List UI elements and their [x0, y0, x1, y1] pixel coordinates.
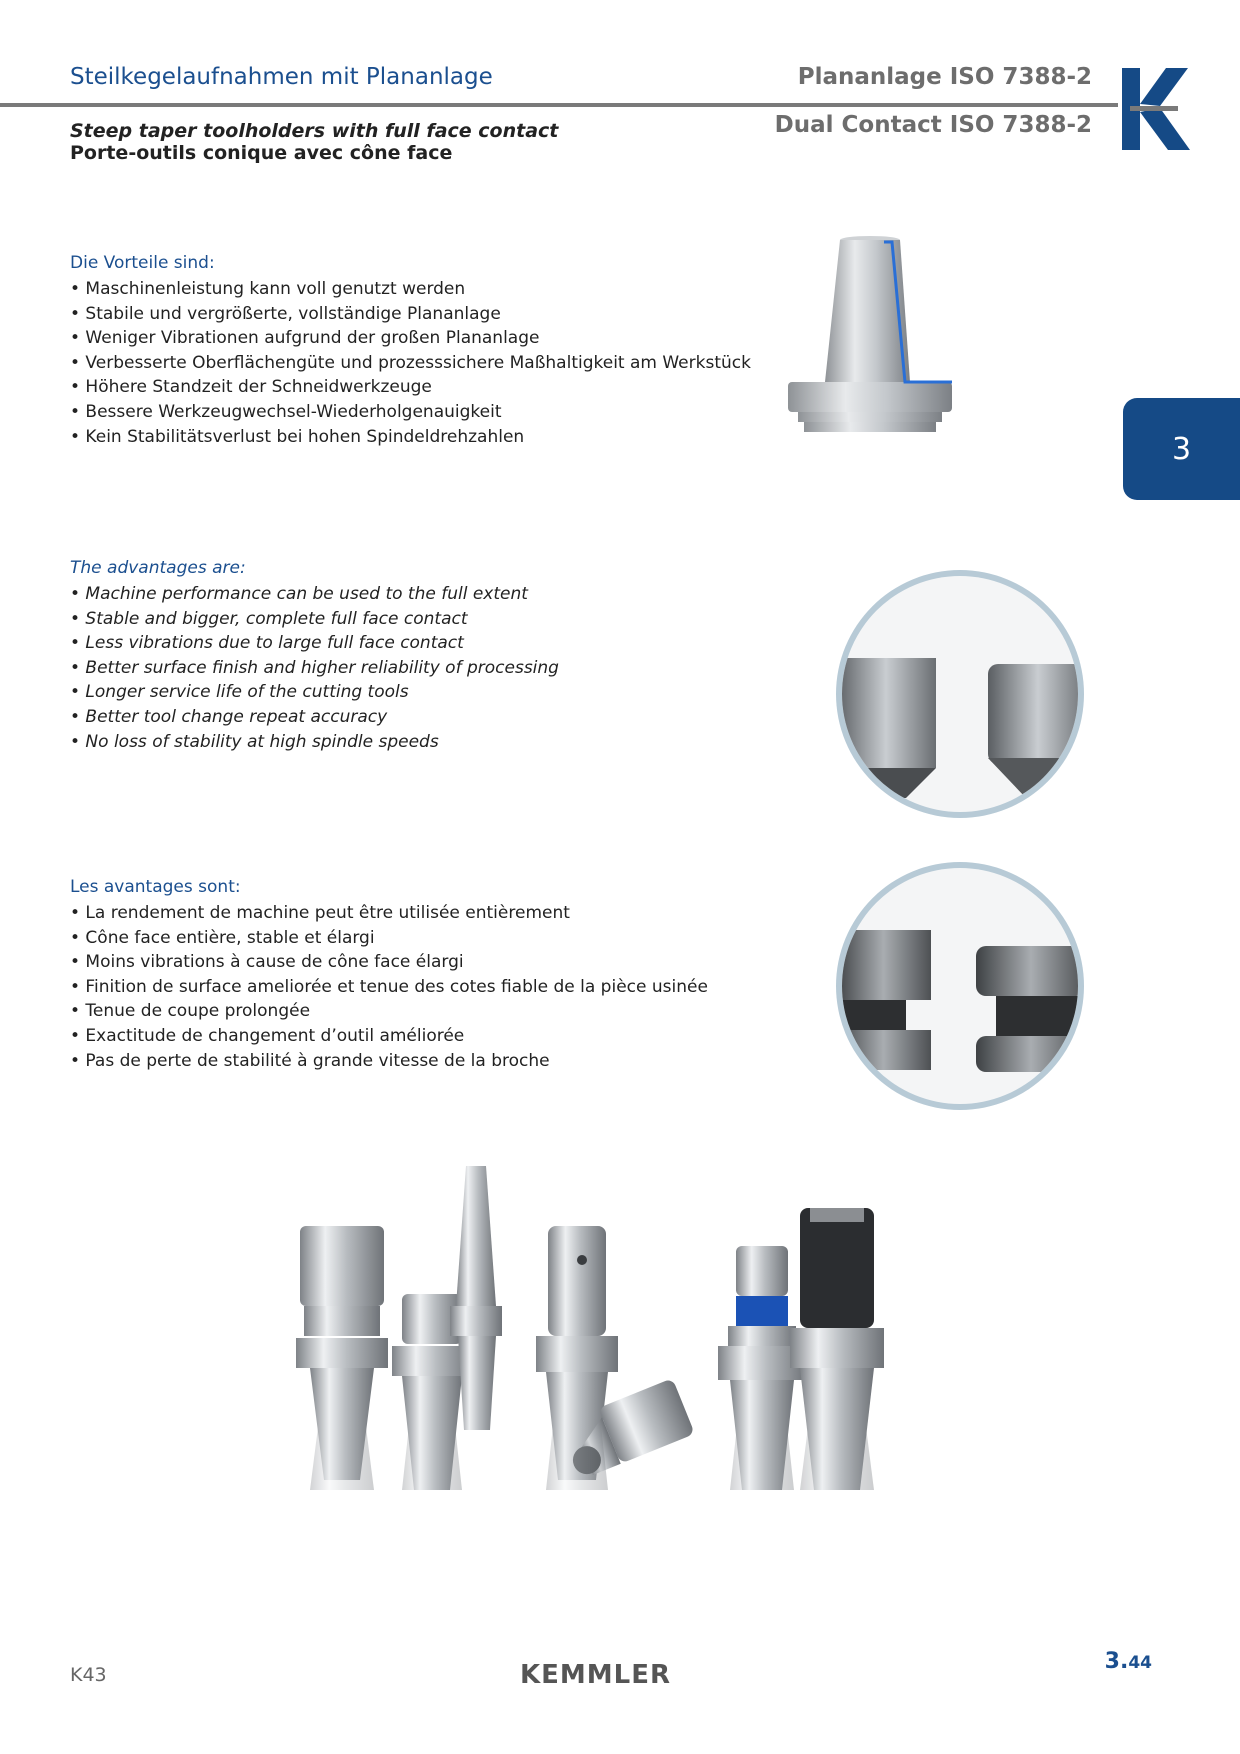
- page-title: Steilkegelaufnahmen mit Plananlage: [70, 64, 493, 90]
- chapter-tab[interactable]: 3: [1123, 398, 1240, 500]
- list-item: • Bessere Werkzeugwechsel-Wiederholgenauigkeit: [70, 401, 502, 422]
- standard-contact-detail-image: [826, 860, 1094, 1112]
- list-item: • Maschinenleistung kann voll genutzt werden: [70, 279, 466, 299]
- full-face-contact-detail-image: [826, 568, 1094, 820]
- advantages-french: [70, 876, 770, 1073]
- kemmler-k-logo-icon: [1120, 68, 1190, 150]
- advantages-english-heading: The advantages are:: [70, 558, 246, 578]
- list-item: • Stable and bigger, complete full face contact: [70, 608, 468, 629]
- advantages-french-heading: Les avantages sont:: [70, 877, 241, 897]
- list-item: • No loss of stability at high spindle speeds: [70, 731, 439, 752]
- subtitle-french: Porte-outils conique avec cône face: [70, 142, 453, 164]
- page-number-major: 3.: [1104, 1649, 1129, 1674]
- list-item: • Verbesserte Oberflächengüte und prozesssichere Maßhaltigkeit am Werkstück: [70, 352, 751, 373]
- list-item: • Finition de surface ameliorée et tenue des cotes fiable de la pièce usinée: [70, 976, 708, 997]
- toolholder-product-group-image: [290, 1160, 930, 1720]
- list-item: • La rendement de machine peut être utilisée entièrement: [70, 903, 570, 923]
- advantages-german-heading: Die Vorteile sind:: [70, 253, 215, 273]
- brand-wordmark: KEMMLER: [520, 1660, 672, 1690]
- page-number-minor: 44: [1128, 1653, 1152, 1673]
- list-item: • Tenue de coupe prolongée: [70, 1001, 311, 1022]
- list-item: • Better surface finish and higher reliability of processing: [70, 657, 559, 678]
- page-number: [1105, 1649, 1152, 1674]
- taper-contact-illustration: [780, 232, 960, 444]
- advantages-english: [70, 557, 770, 754]
- list-item: • Kein Stabilitätsverlust bei hohen Spindeldrehzahlen: [70, 426, 525, 447]
- list-item: • Less vibrations due to large full face contact: [70, 633, 464, 654]
- list-item: • Weniger Vibrationen aufgrund der großen Plananlage: [70, 328, 540, 349]
- standard-subtitle: Dual Contact ISO 7388-2: [774, 112, 1092, 138]
- header-rule: [0, 103, 1118, 107]
- list-item: • Pas de perte de stabilité à grande vitesse de la broche: [70, 1050, 550, 1071]
- standard-title: Plananlage ISO 7388-2: [797, 64, 1092, 90]
- list-item: • Moins vibrations à cause de cône face élargi: [70, 952, 464, 973]
- list-item: • Stabile und vergrößerte, vollständige Plananlage: [70, 303, 501, 324]
- list-item: • Höhere Standzeit der Schneidwerkzeuge: [70, 377, 432, 398]
- catalog-code: K43: [70, 1664, 107, 1686]
- list-item: • Longer service life of the cutting tools: [70, 682, 409, 703]
- list-item: • Exactitude de changement d’outil améliorée: [70, 1025, 465, 1046]
- list-item: • Better tool change repeat accuracy: [70, 706, 388, 727]
- list-item: • Machine performance can be used to the full extent: [70, 584, 528, 604]
- list-item: • Cône face entière, stable et élargi: [70, 927, 375, 948]
- subtitle-english: Steep taper toolholders with full face contact: [70, 120, 559, 142]
- advantages-german: [70, 252, 770, 449]
